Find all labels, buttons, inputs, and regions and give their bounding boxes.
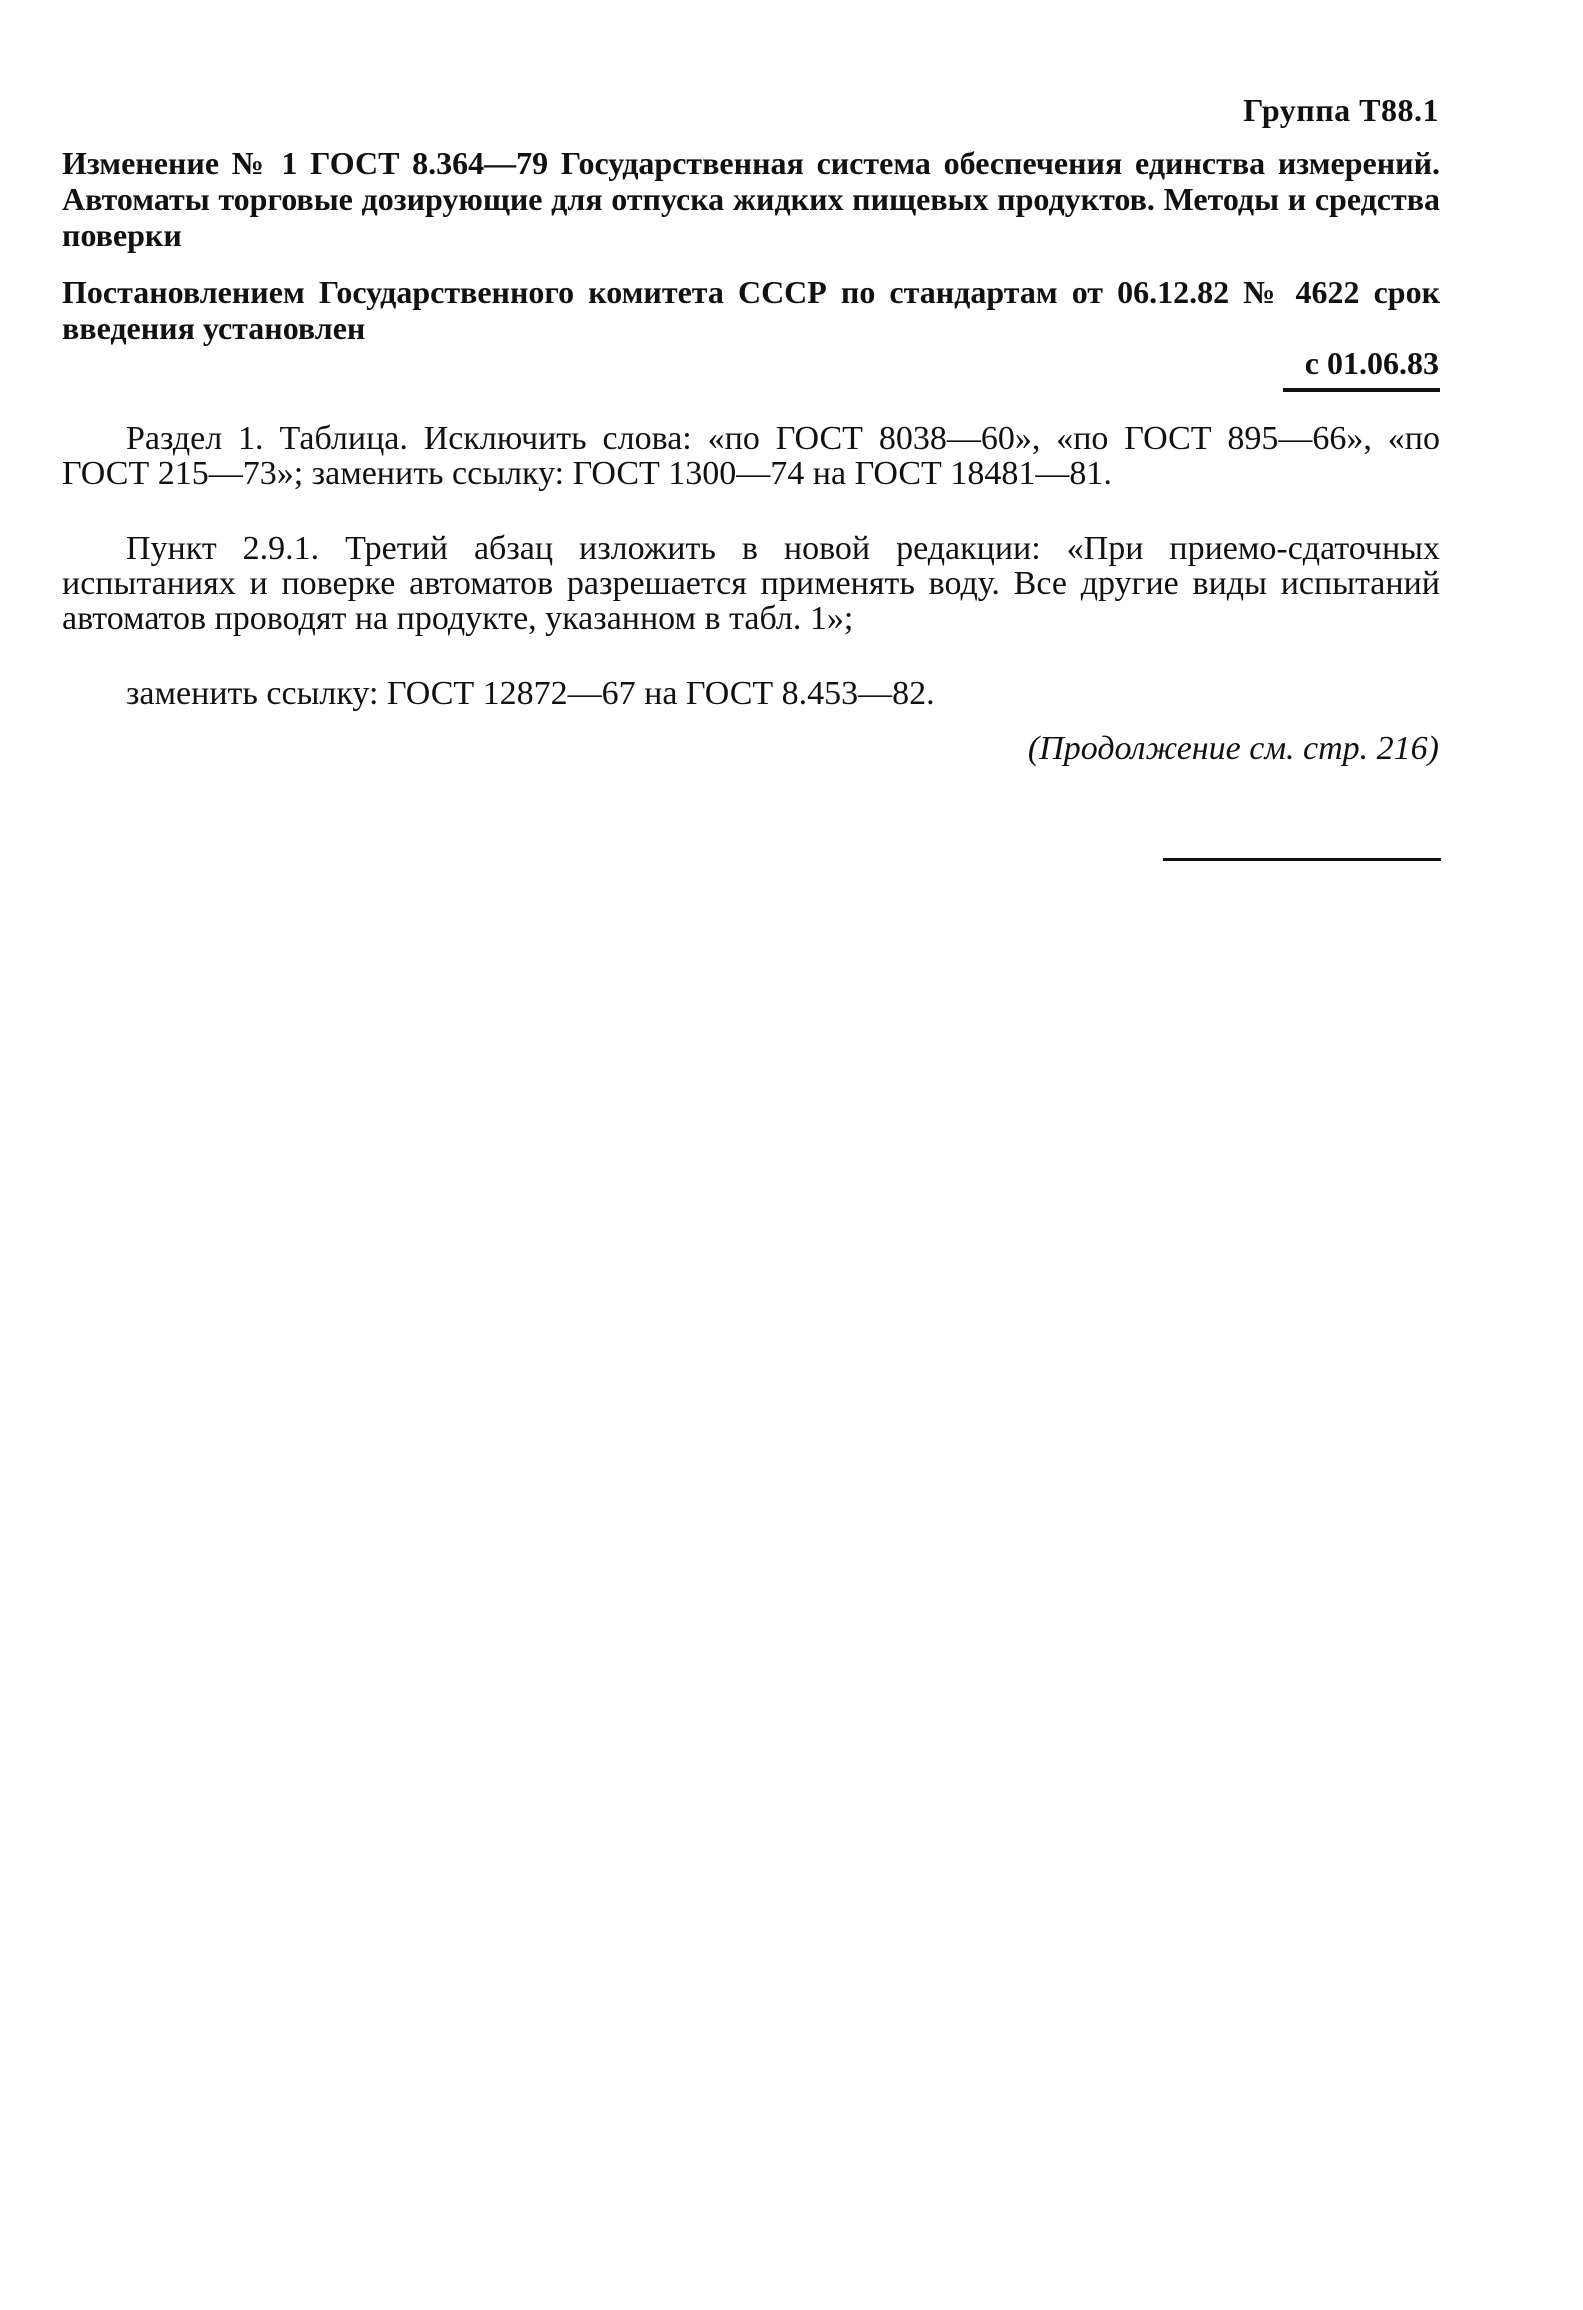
paragraph-clause-2-9-1: Пункт 2.9.1. Третий абзац изложить в новой редакции: «При приемо-сдаточных испытаниях и поверке автоматов разрешается применять воду. Все другие виды испытаний автоматов проводят на продукте, указанном в табл. 1»; bbox=[62, 530, 1440, 637]
continuation-note: (Продолжение см. стр. 216) bbox=[1027, 730, 1439, 767]
paragraph-section-1: Раздел 1. Таблица. Исключить слова: «по ГОСТ 8038—60», «по ГОСТ 895—66», «по ГОСТ 215—73»; заменить ссылку: ГОСТ 1300—74 на ГОСТ 18481—81. bbox=[62, 420, 1440, 492]
decree-text: Постановлением Государственного комитета СССР по стандартам от 06.12.82 № 4622 срок введения установлен bbox=[62, 274, 1440, 346]
effective-date: с 01.06.83 bbox=[1304, 345, 1439, 381]
group-label: Группа Т88.1 bbox=[1243, 92, 1439, 128]
paragraph-reference-replacement: заменить ссылку: ГОСТ 12872—67 на ГОСТ 8.453—82. bbox=[126, 675, 935, 712]
effective-date-underline bbox=[1283, 388, 1440, 392]
document-title: Изменение № 1 ГОСТ 8.364—79 Государственная система обеспечения единства измерений. Автоматы торговые дозирующие для отпуска жидких пищевых продуктов. Методы и средства поверки bbox=[62, 145, 1440, 253]
end-divider bbox=[1163, 858, 1441, 861]
